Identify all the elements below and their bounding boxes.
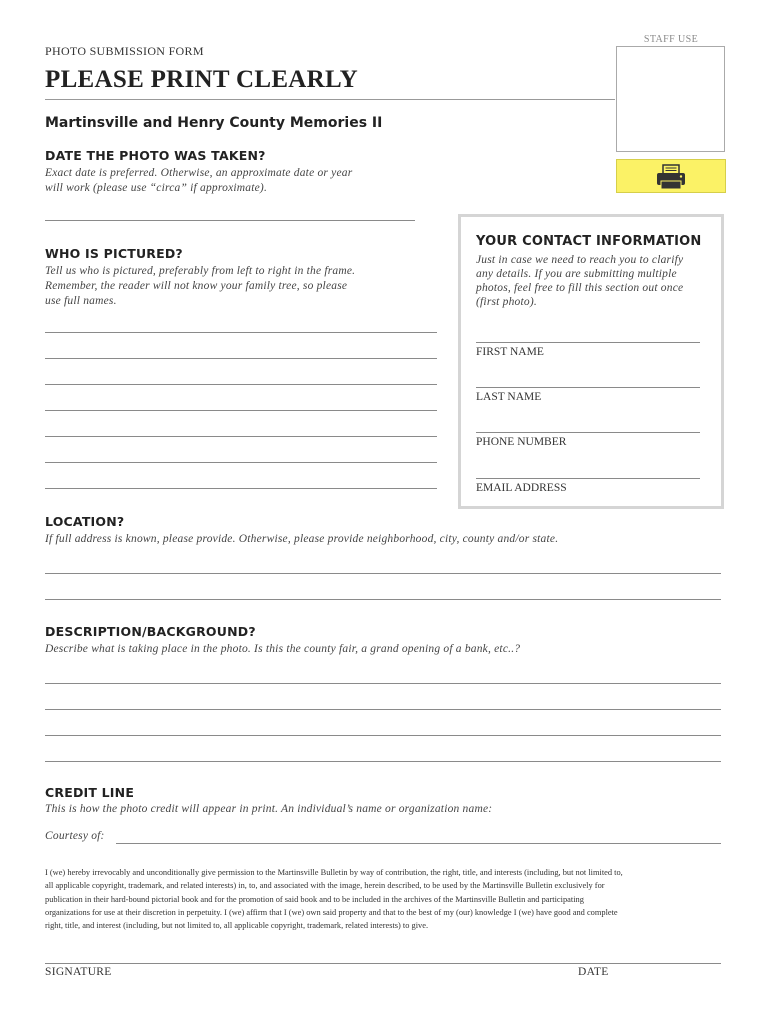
contact-help-line-4: (first photo). xyxy=(476,296,537,308)
phone-field[interactable] xyxy=(476,432,700,433)
who-input-line[interactable] xyxy=(45,462,437,463)
form-type-label: PHOTO SUBMISSION FORM xyxy=(45,44,204,58)
last-name-label: LAST NAME xyxy=(476,391,542,403)
description-input-line[interactable] xyxy=(45,735,721,736)
description-heading: DESCRIPTION/BACKGROUND? xyxy=(45,624,256,639)
date-label: DATE xyxy=(578,966,609,978)
who-help-line-2: Remember, the reader will not know your family tree, so please xyxy=(45,280,348,292)
date-heading: DATE THE PHOTO WAS TAKEN? xyxy=(45,148,266,163)
date-help-line-2: will work (please use “circa” if approximate). xyxy=(45,182,268,194)
description-input-line[interactable] xyxy=(45,709,721,710)
email-field[interactable] xyxy=(476,478,700,479)
title-divider xyxy=(45,99,615,100)
courtesy-input-line[interactable] xyxy=(116,843,721,844)
who-input-line[interactable] xyxy=(45,358,437,359)
contact-help-line-2: any details. If you are submitting multiple xyxy=(476,268,677,280)
credit-help: This is how the photo credit will appear in print. An individual’s name or organization name: xyxy=(45,803,493,815)
contact-help-line-1: Just in case we need to reach you to clarify xyxy=(476,254,684,266)
date-input-line[interactable] xyxy=(45,220,415,221)
contact-help-line-3: photos, feel free to fill this section out once xyxy=(476,282,684,294)
courtesy-label: Courtesy of: xyxy=(45,830,105,842)
location-help: If full address is known, please provide. Otherwise, please provide neighborhood, city, county and/or state. xyxy=(45,533,559,545)
who-help-line-3: use full names. xyxy=(45,295,117,307)
legal-line: right, title, and interest (including, but not limited to, all applicable copyright, trademark, related interests) to give. xyxy=(45,921,429,931)
description-input-line[interactable] xyxy=(45,683,721,684)
legal-line: organizations for use at their discretion in perpetuity. I (we) affirm that I (we) own said property and that to the best of my (our) knowledge I (we) have good and complete xyxy=(45,907,618,917)
description-input-line[interactable] xyxy=(45,761,721,762)
who-heading: WHO IS PICTURED? xyxy=(45,246,183,261)
legal-line: publication in their hard-bound pictorial book and for the promotion of said book and to be included in the archives of the Martinsville Bulletin and participating xyxy=(45,894,584,904)
print-button[interactable] xyxy=(616,159,726,193)
who-input-line[interactable] xyxy=(45,384,437,385)
who-input-line[interactable] xyxy=(45,488,437,489)
credit-heading: CREDIT LINE xyxy=(45,785,135,800)
page-title: PLEASE PRINT CLEARLY xyxy=(45,66,359,93)
staff-use-box xyxy=(616,46,725,152)
location-heading: LOCATION? xyxy=(45,514,125,529)
phone-label: PHONE NUMBER xyxy=(476,436,567,448)
publication-subtitle: Martinsville and Henry County Memories II xyxy=(45,115,383,131)
email-label: EMAIL ADDRESS xyxy=(476,482,567,494)
description-help: Describe what is taking place in the photo. Is this the county fair, a grand opening of a bank, etc..? xyxy=(45,643,521,655)
who-input-line[interactable] xyxy=(45,332,437,333)
contact-heading: YOUR CONTACT INFORMATION xyxy=(476,234,702,249)
staff-use-label: STAFF USE xyxy=(643,34,699,45)
first-name-label: FIRST NAME xyxy=(476,346,544,358)
first-name-field[interactable] xyxy=(476,342,700,343)
printer-icon xyxy=(655,164,687,190)
date-help-line-1: Exact date is preferred. Otherwise, an approximate date or year xyxy=(45,167,353,179)
location-input-line[interactable] xyxy=(45,573,721,574)
legal-permission-text xyxy=(45,866,723,932)
signature-label: SIGNATURE xyxy=(45,966,112,978)
who-input-line[interactable] xyxy=(45,436,437,437)
who-input-line[interactable] xyxy=(45,410,437,411)
who-help-line-1: Tell us who is pictured, preferably from left to right in the frame. xyxy=(45,265,356,277)
signature-line[interactable] xyxy=(45,963,721,964)
legal-line: I (we) hereby irrevocably and unconditionally give permission to the Martinsville Bulletin by way of contribution, the right, title, and interests (including, but not limited to, xyxy=(45,868,623,877)
legal-line: all applicable copyright, trademark, and related interests) in, to, and associated with the image, herein described, to be used by the Martinsville Bulletin exclusively for xyxy=(45,881,605,891)
location-input-line[interactable] xyxy=(45,599,721,600)
last-name-field[interactable] xyxy=(476,387,700,388)
